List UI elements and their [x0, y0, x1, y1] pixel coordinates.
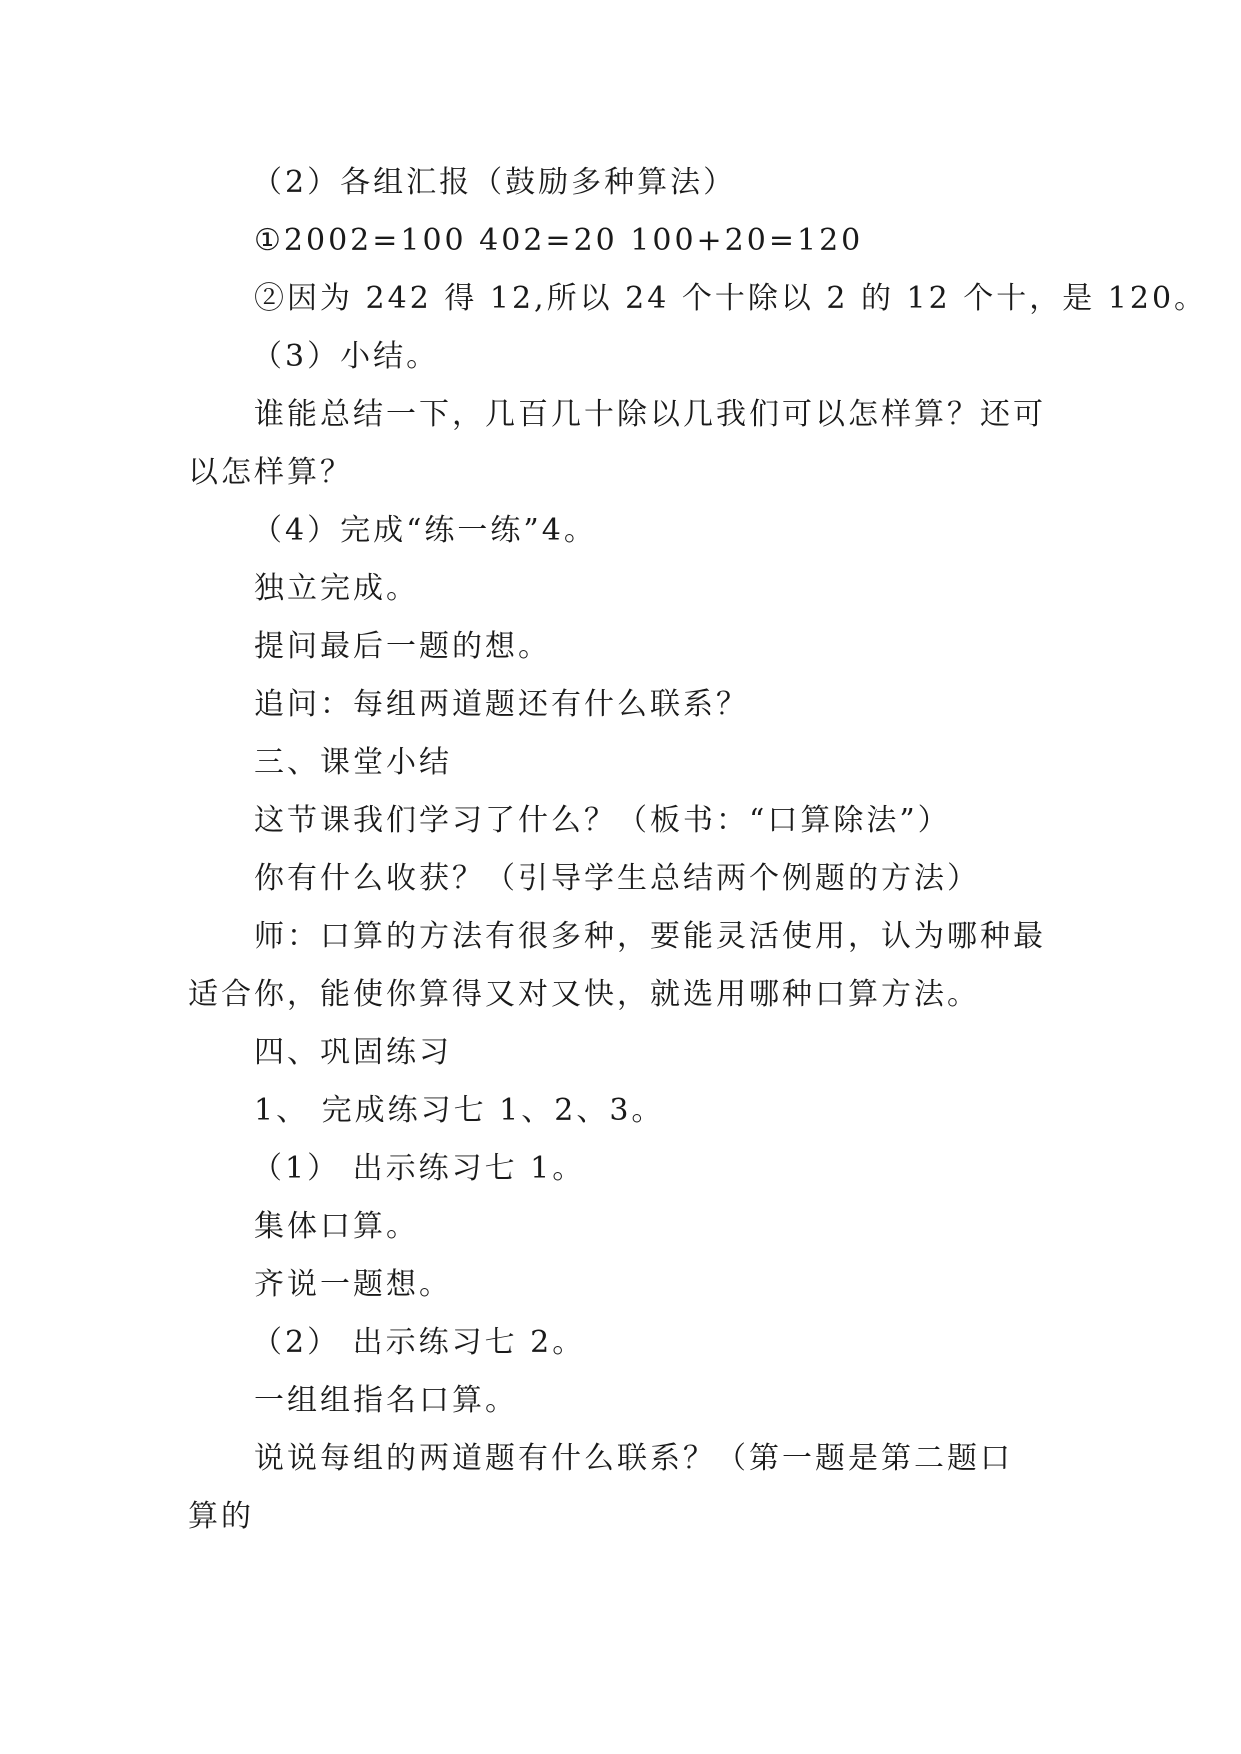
text-line-19: 集体口算。 — [254, 1209, 419, 1244]
text-line-24: 算的 — [188, 1499, 254, 1534]
text-line-17: 1、 完成练习七 1、2、3。 — [254, 1093, 665, 1128]
text-line-11: 三、课堂小结 — [254, 745, 452, 780]
text-line-14: 师：口算的方法有很多种，要能灵活使用，认为哪种最 — [254, 919, 1046, 954]
text-line-9: 提问最后一题的想。 — [254, 629, 551, 664]
text-line-8: 独立完成。 — [254, 571, 419, 606]
text-line-22: 一组组指名口算。 — [254, 1383, 518, 1418]
text-line-13: 你有什么收获？（引导学生总结两个例题的方法） — [254, 861, 980, 896]
text-line-4: （3）小结。 — [252, 339, 440, 374]
text-line-23: 说说每组的两道题有什么联系？（第一题是第二题口 — [254, 1441, 1013, 1476]
text-line-12: 这节课我们学习了什么？（板书：“口算除法”） — [254, 803, 951, 838]
text-line-6: 以怎样算？ — [188, 455, 353, 490]
text-line-1: （2）各组汇报（鼓励多种算法） — [252, 165, 737, 200]
text-line-15: 适合你，能使你算得又对又快，就选用哪种口算方法。 — [188, 977, 980, 1012]
text-line-18: （1） 出示练习七 1。 — [252, 1151, 586, 1186]
text-line-16: 四、巩固练习 — [254, 1035, 452, 1070]
text-line-7: （4）完成“练一练”4。 — [252, 513, 597, 548]
text-line-20: 齐说一题想。 — [254, 1267, 452, 1302]
text-line-5: 谁能总结一下，几百几十除以几我们可以怎样算？还可 — [254, 397, 1046, 432]
text-line-2: ①2002=100 402=20 100+20=120 — [254, 223, 864, 258]
text-line-3: ②因为 242 得 12,所以 24 个十除以 2 的 12 个十，是 120。 — [254, 281, 1208, 316]
text-line-21: （2） 出示练习七 2。 — [252, 1325, 586, 1360]
text-line-10: 追问：每组两道题还有什么联系？ — [254, 687, 749, 722]
